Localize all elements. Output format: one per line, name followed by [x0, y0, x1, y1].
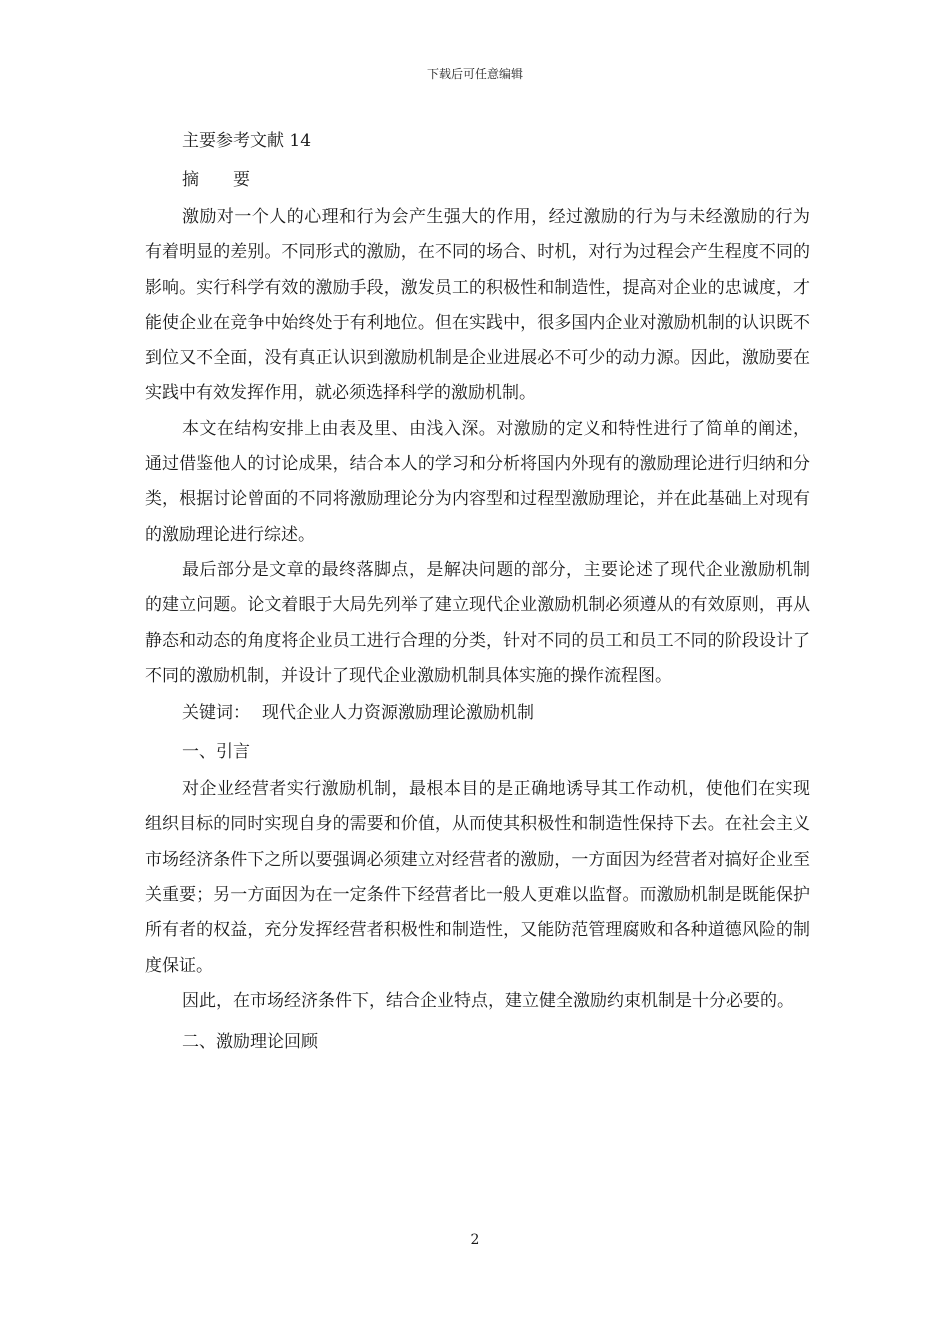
abstract-paragraph-2: 本文在结构安排上由表及里、由浅入深。对激励的定义和特性进行了简单的阐述，通过借鉴他人的讨论成果，结合本人的学习和分析将国内外现有的激励理论进行归纳和分类，根据讨论曾面的不同将激励理论分为内容型和过程型激励理论，并在此基础上对现有的激励理论进行综述。	[145, 418, 810, 545]
section-2-heading: 二、激励理论回顾	[182, 1032, 318, 1053]
abstract-paragraph-3: 最后部分是文章的最终落脚点，是解决问题的部分，主要论述了现代企业激励机制的建立问题。论文着眼于大局先列举了建立现代企业激励机制必须遵从的有效原则，再从静态和动态的角度将企业员工进行合理的分类，针对不同的员工和员工不同的阶段设计了不同的激励机制，并设计了现代企业激励机制具体实施的操作流程图。	[145, 559, 810, 686]
section-1-heading: 一、引言	[182, 742, 250, 763]
document-body	[145, 122, 810, 1062]
abstract-paragraph-1: 激励对一个人的心理和行为会产生强大的作用，经过激励的行为与未经激励的行为有着明显的差别。不同形式的激励，在不同的场合、时机，对行为过程会产生程度不同的影响。实行科学有效的激励手段，激发员工的积极性和制造性，提高对企业的忠诚度，才能使企业在竞争中始终处于有利地位。但在实践中，很多国内企业对激励机制的认识既不到位又不全面，没有真正认识到激励机制是企业进展必不可少的动力源。因此，激励要在实践中有效发挥作用，就必须选择科学的激励机制。	[145, 207, 810, 404]
keywords-line	[145, 694, 810, 733]
keywords-label: 关键词：	[182, 703, 250, 724]
page-header: 下载后可任意编辑	[426, 67, 523, 81]
section-1-paragraph-2: 因此，在市场经济条件下，结合企业特点，建立健全激励约束机制是十分必要的。	[182, 990, 794, 1011]
page-number: 2	[470, 1232, 480, 1248]
toc-entry-references: 主要参考文献 14	[182, 131, 312, 151]
section-1-paragraph-1: 对企业经营者实行激励机制，最根本目的是正确地诱导其工作动机，使他们在实现组织目标的同时实现自身的需要和价值，从而使其积极性和制造性保持下去。在社会主义市场经济条件下之所以要强调必须建立对经营者的激励，一方面因为经营者对搞好企业至关重要；另一方面因为在一定条件下经营者比一般人更难以监督。而激励机制是既能保护所有者的权益，充分发挥经营者积极性和制造性，又能防范管理腐败和各种道德风险的制度保证。	[145, 779, 810, 976]
abstract-heading: 摘 要	[182, 170, 250, 190]
keywords-terms: 现代企业人力资源激励理论激励机制	[262, 703, 534, 724]
